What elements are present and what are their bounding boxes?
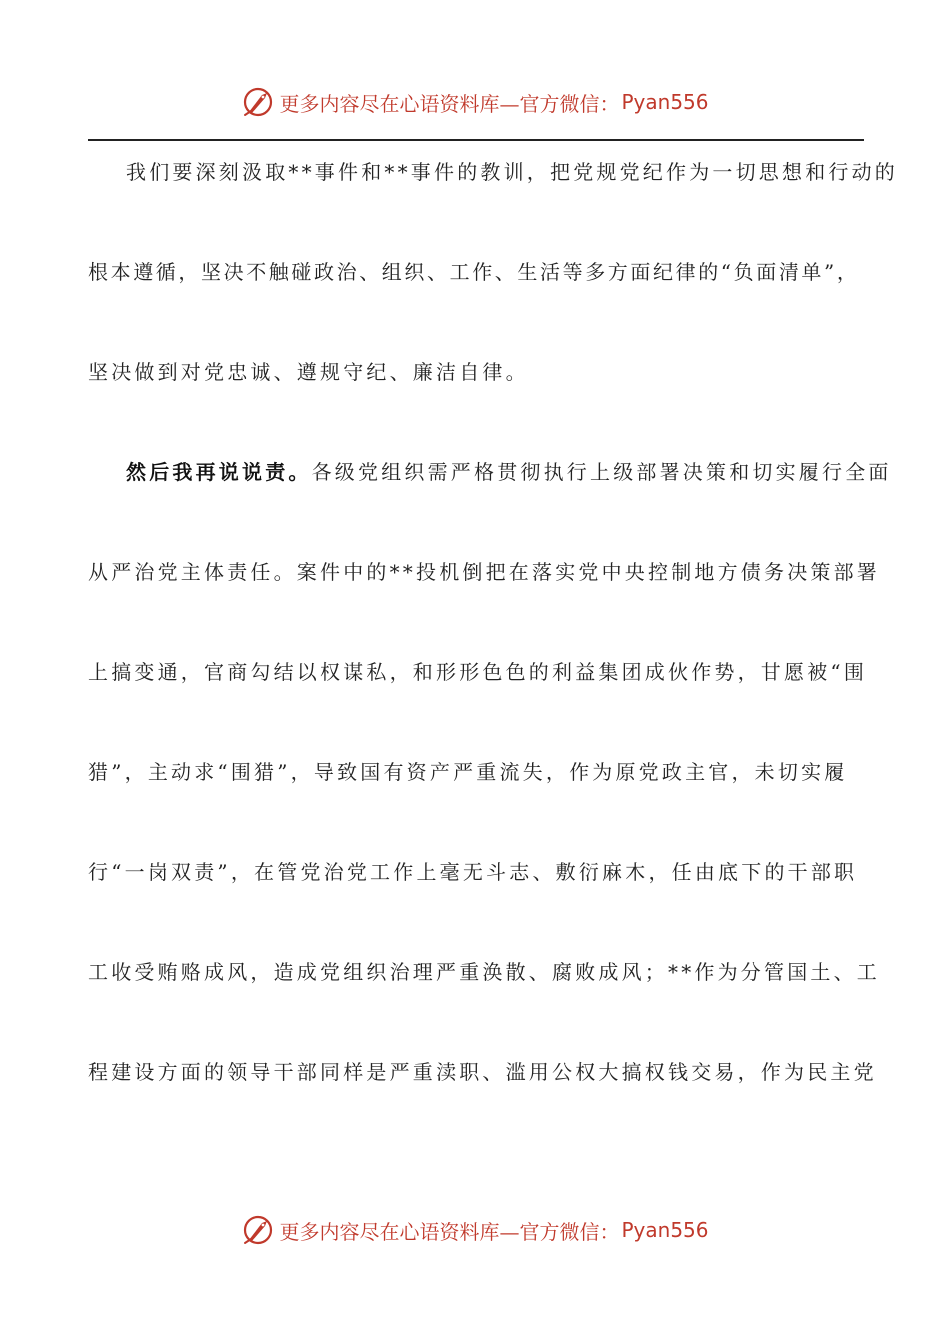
paragraph-2-line-2: 从严治党主体责任。案件中的**投机倒把在落实党中央控制地方债务决策部署: [88, 560, 880, 584]
paragraph-2-line-4: 猎”，主动求“围猎”，导致国有资产严重流失，作为原党政主官，未切实履: [88, 760, 848, 784]
fountain-pen-logo-icon: [241, 1213, 275, 1247]
header-banner-text: 更多内容尽在心语资料库—官方微信：: [279, 91, 620, 116]
header-banner: [0, 80, 950, 124]
paragraph-2-line-5: 行“一岗双责”，在管党治党工作上毫无斗志、敷衍麻木，任由底下的干部职: [88, 860, 858, 884]
paragraph-2-lead: 然后我再说说责。: [126, 460, 312, 484]
paragraph-2-line-1-rest: 各级党组织需严格贯彻执行上级部署决策和切实履行全面: [311, 460, 892, 484]
paragraph-1-line-1: 我们要深刻汲取**事件和**事件的教训，把党规党纪作为一切思想和行动的: [126, 160, 898, 184]
paragraph-1-line-3: 坚决做到对党忠诚、遵规守纪、廉洁自律。: [88, 360, 529, 384]
header-banner-id: Pyan556: [621, 90, 709, 114]
fountain-pen-logo-icon: [241, 85, 275, 119]
paragraph-2-line-6: 工收受贿赂成风，造成党组织治理严重涣散、腐败成风；**作为分管国土、工: [88, 960, 880, 984]
paragraph-1-line-2: 根本遵循，坚决不触碰政治、组织、工作、生活等多方面纪律的“负面清单”，: [88, 260, 860, 284]
paragraph-2-line-3: 上搞变通，官商勾结以权谋私，和形形色色的利益集团成伙作势，甘愿被“围: [88, 660, 868, 684]
document-body: [88, 145, 898, 1145]
footer-banner: [0, 1208, 950, 1252]
paragraph-2-line-1: [88, 445, 892, 545]
footer-banner-text: 更多内容尽在心语资料库—官方微信：: [279, 1219, 620, 1244]
paragraph-2-line-7: 程建设方面的领导干部同样是严重渎职、滥用公权大搞权钱交易，作为民主党: [88, 1060, 877, 1084]
header-divider: [88, 139, 864, 141]
footer-banner-id: Pyan556: [621, 1218, 709, 1242]
